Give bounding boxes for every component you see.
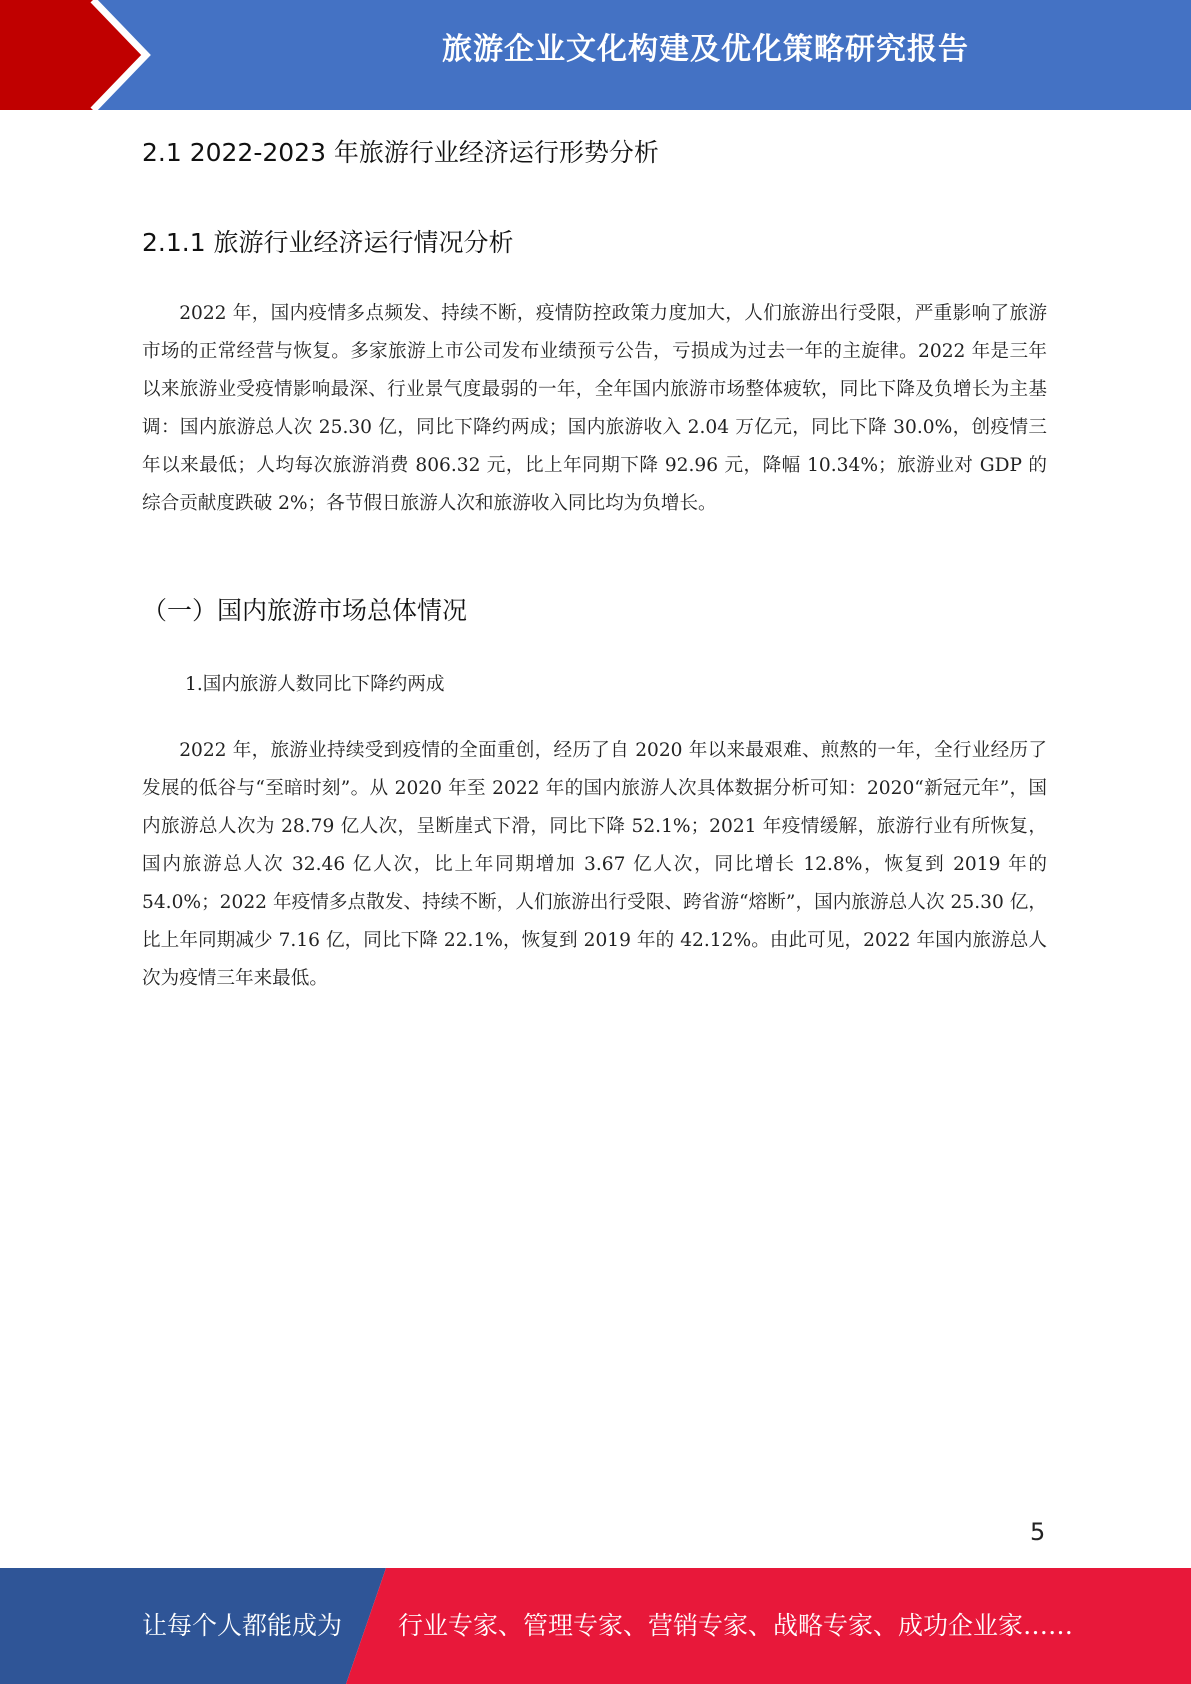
header-arrow-icon <box>0 0 160 110</box>
header-title: 旅游企业文化构建及优化策略研究报告 <box>442 32 969 67</box>
subheading-tourist-numbers: 1.国内旅游人数同比下降约两成 <box>185 674 445 695</box>
section-heading-2-1: 2.1 2022-2023 年旅游行业经济运行形势分析 <box>142 138 659 167</box>
page-header <box>0 0 1191 110</box>
paragraph-tourist-numbers: 2022 年，旅游业持续受到疫情的全面重创，经历了自 2020 年以来最艰难、煎熬的一年，全行业经历了发展的低谷与“至暗时刻”。从 2020 年至 2022 年的国内旅游人次具体数据分析可知：2020“新冠元年”，国内旅游总人次为 28.79 亿人次，呈断崖式下滑，同比下降 52.1%；2021 年疫情缓解，旅游行业有所恢复，国内旅游总人次 32.46 亿人次，比上年同期增加 3.67 亿人次，同比增长 12.8%，恢复到 2019 年的 54.0%；2022 年疫情多点散发、持续不断，人们旅游出行受限、跨省游“熔断”，国内旅游总人次 25.30 亿，比上年同期减少 7.16 亿，同比下降 22.1%，恢复到 2019 年的 42.12%。由此可见，2022 年国内旅游总人次为疫情三年来最低。 <box>142 740 1047 989</box>
footer-slogan-left: 让每个人都能成为 <box>142 1611 343 1640</box>
paragraph-overview: 2022 年，国内疫情多点频发、持续不断，疫情防控政策力度加大，人们旅游出行受限，严重影响了旅游市场的正常经营与恢复。多家旅游上市公司发布业绩预亏公告，亏损成为过去一年的主旋律。2022 年是三年以来旅游业受疫情影响最深、行业景气度最弱的一年，全年国内旅游市场整体疲软，同比下降及负增长为主基调：国内旅游总人次 25.30 亿，同比下降约两成；国内旅游收入 2.04 万亿元，同比下降 30.0%，创疫情三年以来最低；人均每次旅游消费 806.32 元，比上年同期下降 92.96 元，降幅 10.34%；旅游业对 GDP 的综合贡献度跌破 2%；各节假日旅游人次和旅游收入同比均为负增长。 <box>142 303 1047 514</box>
page-footer <box>0 1568 1191 1684</box>
section-heading-2-1-1: 2.1.1 旅游行业经济运行情况分析 <box>142 228 514 257</box>
footer-slogan-right: 行业专家、管理专家、营销专家、战略专家、成功企业家…… <box>398 1611 1074 1640</box>
section-heading-domestic-market: （一）国内旅游市场总体情况 <box>142 596 468 625</box>
page-number: 5 <box>1030 1518 1046 1546</box>
